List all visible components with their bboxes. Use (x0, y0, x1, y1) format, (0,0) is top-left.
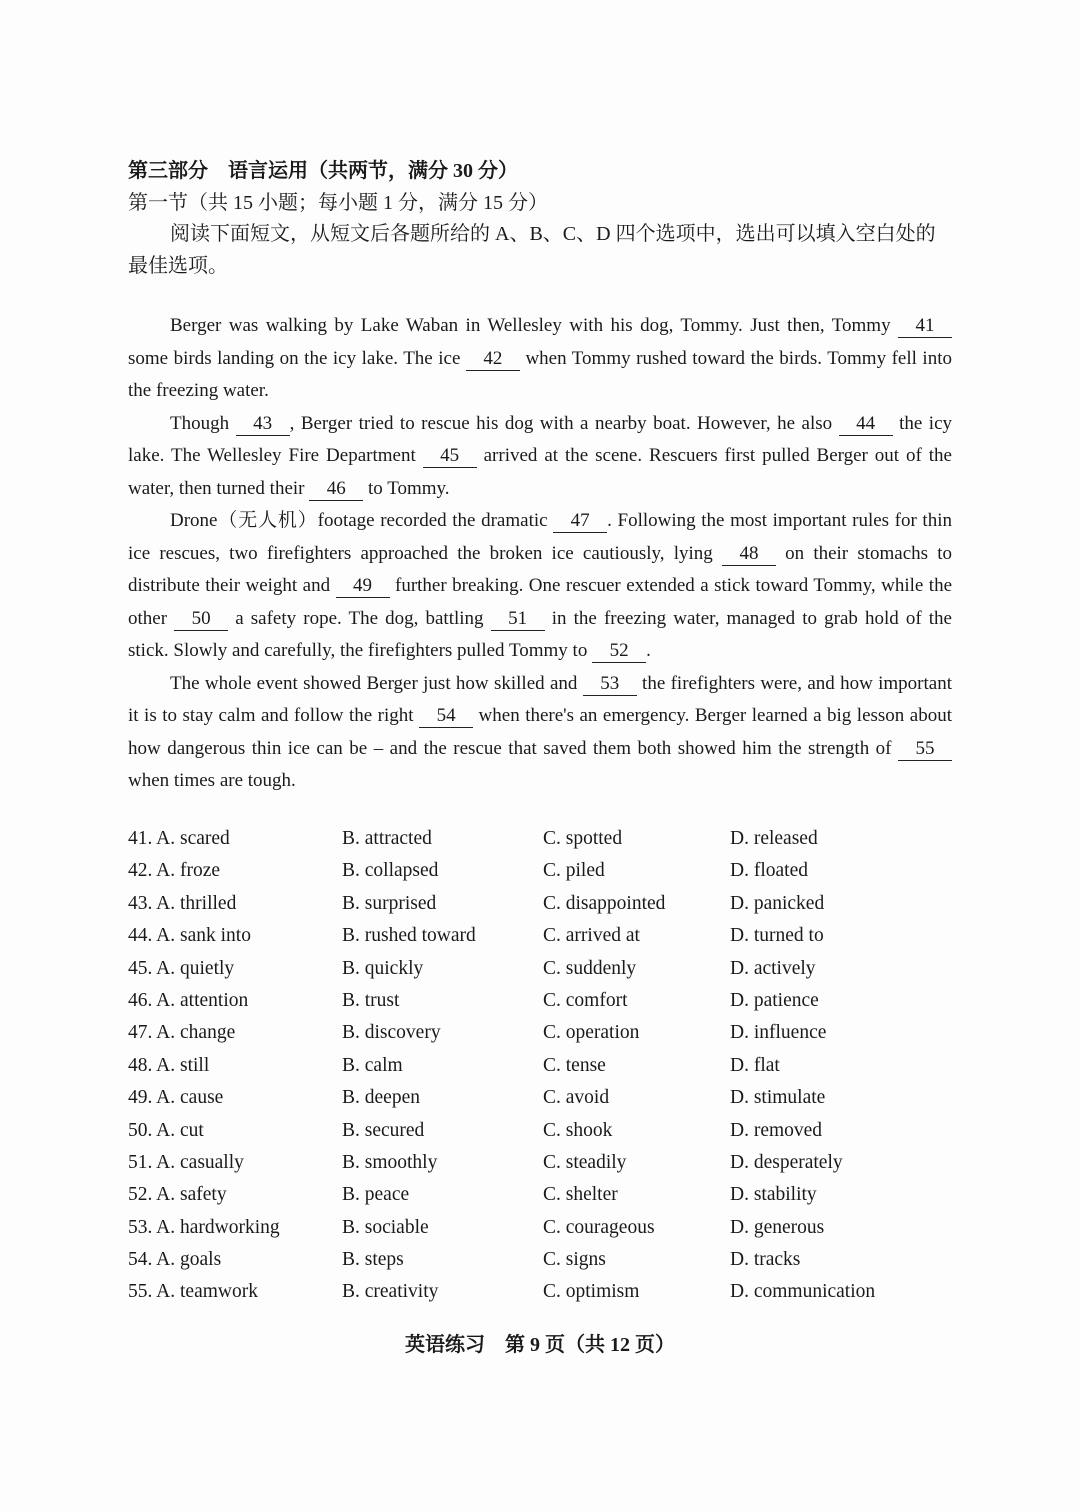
option-c: C. tense (543, 1054, 606, 1076)
option-a: 54. A. goals (128, 1249, 222, 1271)
passage-text: Though (170, 412, 236, 434)
option-row (128, 893, 928, 925)
passage-text: . (646, 640, 651, 661)
option-c: C. optimism (543, 1281, 640, 1303)
option-b: B. surprised (342, 892, 437, 914)
option-d: D. generous (730, 1216, 825, 1238)
option-d: D. floated (730, 860, 808, 882)
blank-44: 44 (839, 413, 893, 436)
option-row (128, 1022, 928, 1054)
option-row (128, 1249, 928, 1281)
option-row (128, 990, 928, 1022)
option-b: B. deepen (342, 1087, 420, 1109)
option-c: C. disappointed (543, 892, 666, 914)
option-d: D. panicked (730, 892, 825, 914)
option-c: C. shook (543, 1119, 613, 1141)
option-b: B. discovery (342, 1022, 441, 1044)
passage-text: , Berger tried to rescue his dog with a nearby boat. However, he also (289, 412, 839, 434)
option-a: 49. A. cause (128, 1087, 224, 1109)
blank-47: 47 (553, 510, 607, 533)
option-c: C. suddenly (543, 957, 637, 979)
option-row (128, 925, 928, 957)
passage-text: the icy lake. The Wellesley Fire Department (128, 412, 953, 466)
blank-51: 51 (491, 608, 545, 631)
blank-55: 55 (898, 738, 952, 761)
option-a: 45. A. quietly (128, 957, 235, 979)
blank-52: 52 (592, 640, 646, 663)
passage-text: further breaking. One rescuer extended a stick toward Tommy, while the other (128, 575, 953, 629)
option-d: D. influence (730, 1022, 827, 1044)
option-row (128, 1087, 928, 1119)
option-a: 43. A. thrilled (128, 892, 237, 914)
instruction-text: 阅读下面短文，从短文后各题所给的 A、B、C、D 四个选项中，选出可以填入空白处的最佳选项。 (128, 223, 936, 277)
option-a: 50. A. cut (128, 1119, 204, 1141)
option-b: B. attracted (342, 828, 432, 849)
option-row (128, 1217, 928, 1249)
option-d: D. released (730, 828, 818, 849)
option-row (128, 1055, 928, 1087)
blank-43: 43 (236, 413, 290, 436)
option-c: C. operation (543, 1022, 640, 1044)
option-b: B. sociable (342, 1216, 429, 1238)
passage-text: when there's an emergency. Berger learned a big lesson about how dangerous thin ice can be – and the rescue that saved them both showed him the strength of (128, 705, 952, 759)
passage-text: The whole event showed Berger just how skilled and (170, 672, 583, 694)
cloze-passage (128, 310, 952, 798)
option-a: 46. A. attention (128, 989, 249, 1011)
blank-45: 45 (423, 445, 477, 468)
option-d: D. stimulate (730, 1087, 826, 1109)
option-d: D. tracks (730, 1249, 801, 1271)
option-c: C. courageous (543, 1216, 655, 1238)
blank-46: 46 (309, 478, 363, 501)
option-b: B. collapsed (342, 860, 439, 882)
option-b: B. steps (342, 1249, 404, 1271)
option-row (128, 1281, 928, 1313)
passage-paragraph (128, 310, 952, 408)
blank-50: 50 (174, 608, 228, 631)
option-c: C. shelter (543, 1184, 618, 1206)
blank-54: 54 (419, 705, 473, 728)
option-b: B. quickly (342, 957, 424, 979)
passage-paragraph (128, 505, 952, 668)
passage-text: on their stomachs to distribute their weight and (128, 542, 952, 596)
option-a: 51. A. casually (128, 1151, 244, 1173)
option-c: C. signs (543, 1249, 606, 1271)
option-c: C. piled (543, 860, 605, 882)
passage-text: . Following the most important rules for thin ice rescues, two firefighters approached the broken ice cautiously, lying (128, 510, 952, 564)
option-a: 42. A. froze (128, 860, 221, 882)
option-b: B. peace (342, 1184, 410, 1206)
option-a: 41. A. scared (128, 828, 230, 849)
option-b: B. calm (342, 1054, 403, 1076)
option-a: 55. A. teamwork (128, 1281, 258, 1303)
option-a: 52. A. safety (128, 1184, 227, 1206)
page-footer: 英语练习 第 9 页（共 12 页） (405, 1334, 675, 1356)
option-b: B. rushed toward (342, 925, 476, 947)
option-c: C. comfort (543, 989, 628, 1011)
option-row (128, 860, 928, 892)
option-c: C. spotted (543, 828, 623, 849)
option-b: B. smoothly (342, 1151, 438, 1173)
option-row (128, 1120, 928, 1152)
option-d: D. patience (730, 989, 819, 1011)
option-d: D. flat (730, 1054, 780, 1076)
passage-text: when times are tough. (128, 770, 296, 791)
blank-41: 41 (898, 315, 952, 338)
passage-paragraph (128, 408, 952, 506)
passage-text: Berger was walking by Lake Waban in Wellesley with his dog, Tommy. Just then, Tommy (170, 315, 898, 336)
section-title: 第一节（共 15 小题；每小题 1 分，满分 15 分） (128, 192, 548, 214)
passage-text: some birds landing on the icy lake. The ice (128, 347, 466, 369)
option-b: B. creativity (342, 1281, 439, 1303)
option-b: B. secured (342, 1119, 425, 1141)
passage-text: in the freezing water, managed to grab hold of the stick. Slowly and carefully, the firefighters pulled Tommy to (128, 607, 952, 661)
part-title: 第三部分 语言运用（共两节，满分 30 分） (128, 160, 518, 182)
blank-42: 42 (466, 348, 520, 371)
option-a: 48. A. still (128, 1054, 210, 1076)
option-b: B. trust (342, 989, 400, 1011)
passage-text: Drone（无人机）footage recorded the dramatic (170, 510, 554, 531)
blank-49: 49 (336, 575, 390, 598)
option-d: D. actively (730, 957, 816, 979)
passage-paragraph (128, 668, 952, 798)
option-c: C. steadily (543, 1151, 627, 1173)
passage-text: arrived at the scene. Rescuers first pulled Berger out of the water, then turned their (128, 445, 952, 499)
blank-53: 53 (583, 673, 637, 696)
option-row (128, 828, 928, 860)
passage-text: when Tommy rushed toward the birds. Tommy fell into the freezing water. (128, 347, 952, 401)
option-d: D. communication (730, 1281, 876, 1303)
option-d: D. turned to (730, 925, 824, 947)
option-row (128, 1184, 928, 1216)
option-a: 44. A. sank into (128, 925, 251, 947)
passage-text: the firefighters were, and how important it is to stay calm and follow the right (128, 672, 953, 726)
option-row (128, 958, 928, 990)
passage-text: a safety rope. The dog, battling (228, 607, 491, 629)
option-a: 53. A. hardworking (128, 1216, 280, 1238)
option-c: C. arrived at (543, 925, 640, 947)
option-a: 47. A. change (128, 1022, 236, 1044)
option-c: C. avoid (543, 1087, 610, 1109)
option-d: D. stability (730, 1184, 817, 1206)
passage-text: to Tommy. (363, 477, 450, 499)
blank-48: 48 (722, 543, 776, 566)
option-d: D. removed (730, 1119, 823, 1141)
option-row (128, 1152, 928, 1184)
option-d: D. desperately (730, 1151, 843, 1173)
answer-options-table (128, 828, 928, 1314)
